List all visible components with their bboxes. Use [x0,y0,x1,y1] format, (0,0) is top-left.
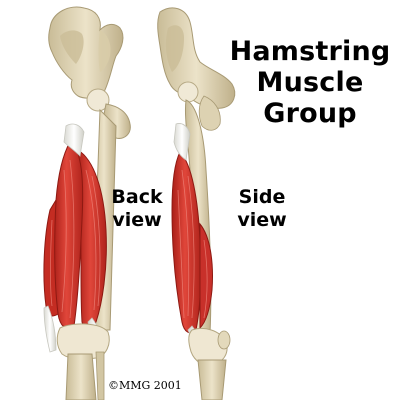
back-pelvis-bone [49,7,123,98]
back-view-label-line-2: view [112,209,162,231]
side-femoral-head [178,82,198,102]
side-upper-tendon [174,123,190,160]
back-view-label [110,186,164,232]
side-view-label [236,186,288,232]
side-view-leg [158,8,235,400]
back-semitendinosus-muscle [53,142,82,328]
title-line-3: Group [263,98,357,129]
back-fibula-bone [96,352,104,400]
side-patella-bone [218,331,230,349]
title-line-1: Hamstring [229,36,391,67]
copyright-notice: ©MMG 2001 [108,379,182,392]
back-tibia-bone [66,354,96,400]
back-view-label-line-1: Back [111,186,163,208]
side-tibia-bone [198,360,226,400]
diagram-title [226,36,394,129]
side-view-label-line-1: Side [238,186,286,208]
side-view-label-line-2: view [237,209,287,231]
title-line-2: Muscle [256,67,364,98]
